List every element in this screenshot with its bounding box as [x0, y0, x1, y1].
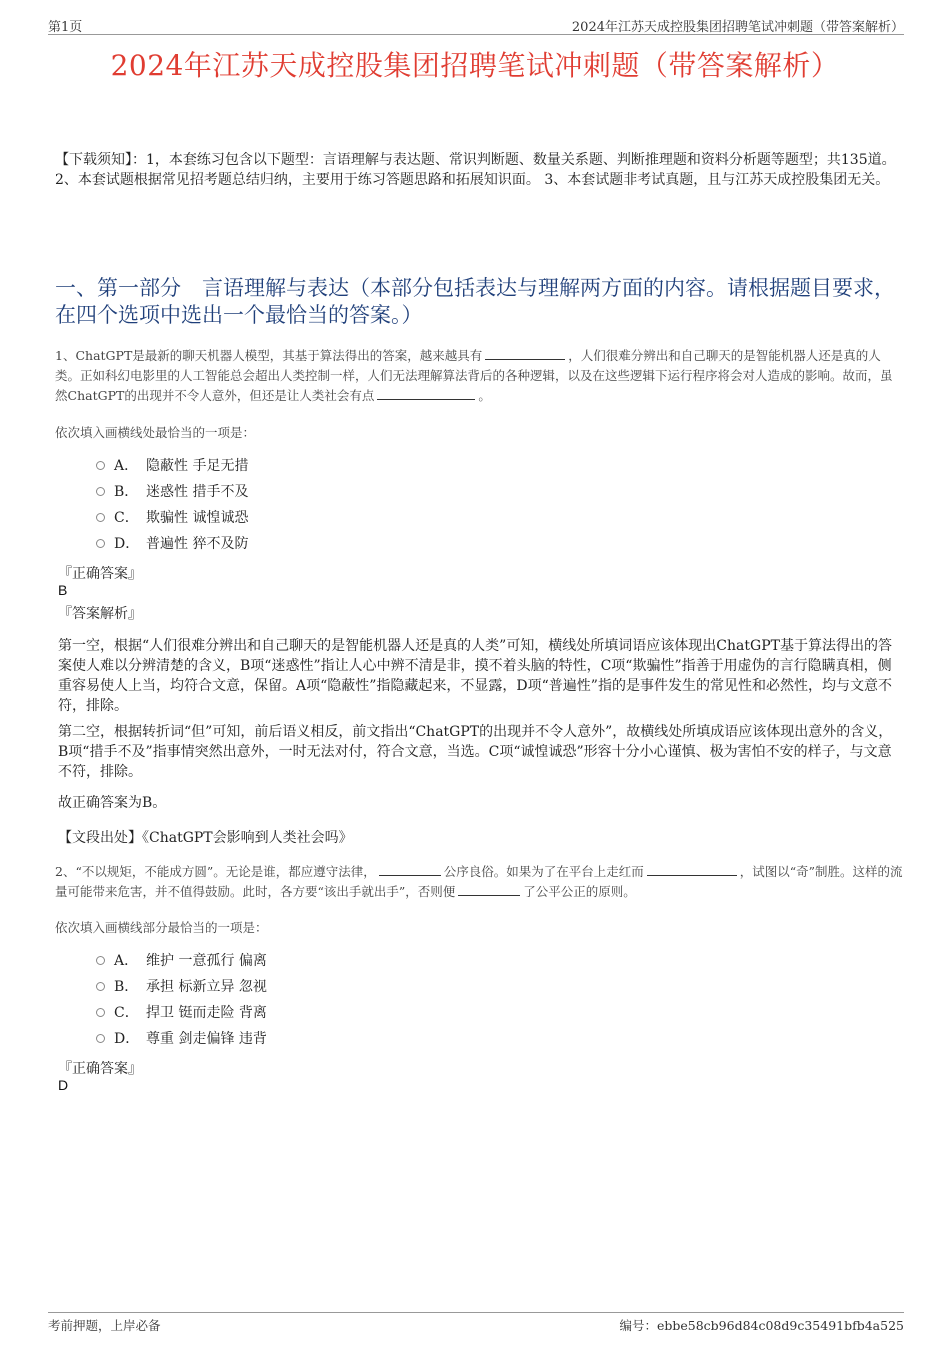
- fill-blank: [647, 863, 737, 876]
- radio-icon[interactable]: [96, 539, 105, 548]
- footer-doc-id: 编号：ebbe58cb96d84c08d9c35491bfb4a525: [619, 1318, 904, 1333]
- correct-answer: D: [58, 1077, 69, 1093]
- analysis-label: 『答案解析』: [58, 606, 142, 622]
- question-2-text: 2、“不以规矩，不能成方圆”。无论是谁，都应遵守法律， 公序良俗。如果为了在平台上走红而 ，试图以“奇”制胜。这样的流量可能带来危害，并不值得鼓励。此时，各方要“该出手就出手”，否则便 了公平公正的原则。: [55, 864, 903, 899]
- correct-answer: B: [58, 582, 68, 598]
- correct-answer-label: 『正确答案』: [58, 1061, 142, 1077]
- question-1-prompt: 依次填入画横线处最恰当的一项是：: [55, 425, 256, 440]
- question-2-options: [96, 947, 267, 1051]
- passage-source: 【文段出处】《ChatGPT会影响到人类社会吗》: [58, 830, 353, 846]
- analysis-paragraph-2: 第二空，根据转折词“但”可知，前后语义相反，前文指出“ChatGPT的出现并不令人意外”，故横线处所填成语应该体现出意外的含义，B项“措手不及”指事情突然出意外，一时无法对付，符合文意，当选。C项“诚惶诚恐”形容十分小心谨慎、极为害怕不安的样子，与文意不符，排除。: [58, 724, 893, 780]
- option-d[interactable]: D． 普遍性 猝不及防: [96, 530, 248, 556]
- fill-blank: [379, 863, 441, 876]
- radio-icon[interactable]: [96, 513, 105, 522]
- download-notice: 【下载须知】：1，本套练习包含以下题型：言语理解与表达题、常识判断题、数量关系题、判断推理题和资料分析题等题型；共135道。 2、本套试题根据常见招考题总结归纳，主要用于练习答题思路和拓展知识面。 3、本套试题非考试真题，且与江苏天成控股集团无关。: [55, 152, 896, 188]
- radio-icon[interactable]: [96, 982, 105, 991]
- radio-icon[interactable]: [96, 461, 105, 470]
- option-a[interactable]: A． 隐蔽性 手足无措: [96, 452, 248, 478]
- question-1-options: [96, 452, 248, 556]
- document-title: 2024年江苏天成控股集团招聘笔试冲刺题（带答案解析）: [110, 49, 840, 82]
- option-b[interactable]: B． 承担 标新立异 忽视: [96, 973, 267, 999]
- question-1-text: 1、ChatGPT是最新的聊天机器人模型，其基于算法得出的答案，越来越具有 ，人们很难分辨出和自己聊天的是智能机器人还是真的人类。正如科幻电影里的人工智能总会超出人类控制一样，人们无法理解算法背后的各种逻辑，以及在这些逻辑下运行程序将会对人造成的影响。故而，虽然ChatGPT的出现并不令人意外，但还是让人类社会有点 。: [55, 348, 893, 403]
- option-a[interactable]: A． 维护 一意孤行 偏离: [96, 947, 267, 973]
- footer-slogan: 考前押题，上岸必备: [48, 1318, 161, 1333]
- fill-blank: [377, 387, 475, 400]
- header-doc-title: 2024年江苏天成控股集团招聘笔试冲刺题（带答案解析）: [571, 20, 904, 35]
- option-d[interactable]: D． 尊重 剑走偏锋 违背: [96, 1025, 267, 1051]
- analysis-paragraph-1: 第一空，根据“人们很难分辨出和自己聊天的是智能机器人还是真的人类”可知，横线处所填词语应该体现出ChatGPT基于算法得出的答案使人难以分辨清楚的含义，B项“迷惑性”指让人心中辨不清是非，摸不着头脑的特性，C项“欺骗性”指善于用虚伪的言行隐瞒真相，侧重容易使人上当，均符合文意，保留。A项“隐蔽性”指隐藏起来，不显露，D项“普遍性”指的是事件发生的常见性和必然性，均与文意不符，排除。: [58, 638, 892, 714]
- radio-icon[interactable]: [96, 956, 105, 965]
- question-2-prompt: 依次填入画横线部分最恰当的一项是：: [55, 920, 268, 935]
- option-c[interactable]: C． 欺骗性 诚惶诚恐: [96, 504, 248, 530]
- page-number: 第1页: [48, 20, 83, 35]
- fill-blank: [485, 347, 565, 360]
- radio-icon[interactable]: [96, 1034, 105, 1043]
- analysis-conclusion: 故正确答案为B。: [58, 795, 167, 811]
- option-c[interactable]: C． 捍卫 铤而走险 背离: [96, 999, 267, 1025]
- page-header: [48, 14, 904, 35]
- correct-answer-label: 『正确答案』: [58, 566, 142, 582]
- radio-icon[interactable]: [96, 1008, 105, 1017]
- fill-blank: [458, 883, 520, 896]
- section-heading: 一、第一部分 言语理解与表达（本部分包括表达与理解两方面的内容。请根据题目要求，在四个选项中选出一个最恰当的答案。）: [55, 276, 895, 327]
- option-b[interactable]: B． 迷惑性 措手不及: [96, 478, 248, 504]
- page-footer: [48, 1312, 904, 1333]
- radio-icon[interactable]: [96, 487, 105, 496]
